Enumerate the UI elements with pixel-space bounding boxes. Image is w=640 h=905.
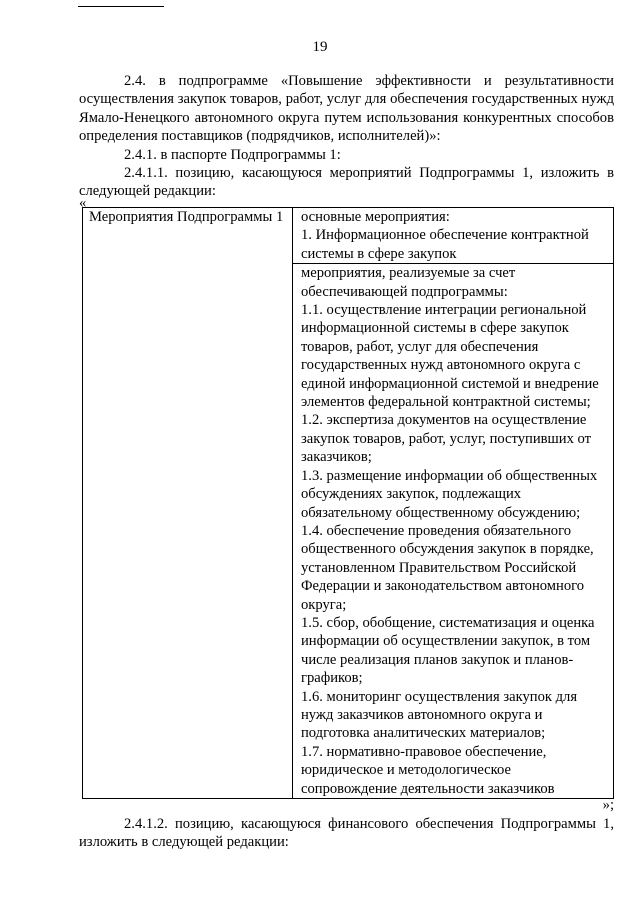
paragraph-2-4-1-2: 2.4.1.2. позицию, касающуюся финансового обеспечения Подпрограммы 1, изложить в следующей редакции: — [79, 816, 614, 851]
supporting-activities-cell: мероприятия, реализуемые за счет обеспечивающей подпрограммы: 1.1. осуществление интеграции региональной информационной системы в сфере закупок товаров, работ, услуг для обеспечения государственных нужд автономного округа с единой информационной системой и внедрение элементов федеральной контрактной системы; 1.2. экспертиза документов на осуществление закупок товаров, работ, услуг, поступивших от заказчиков; 1.3. размещение информации об общественных обсуждениях закупок, подлежащих обязательному общественному обсуждению; 1.4. обеспечение проведения обязательного общественного обсуждения закупок в порядке, установленном Правительством Российской Федерации и законодательством автономного округа; 1.5. сбор, обобщение, систематизация и оценка информации об осуществлении закупок, в том числе реализация планов закупок и планов-графиков; 1.6. мониторинг осуществления закупок для нужд заказчиков автономного округа и подготовка аналитических материалов; 1.7. нормативно-правовое обеспечение, юридическое и методологическое сопровождение деятельности заказчиков — [293, 264, 614, 799]
paragraph-2-4: 2.4. в подпрограмме «Повышение эффективности и результативности осуществления закупок товаров, работ, услуг для обеспечения государственных нужд Ямало-Ненецкого автономного округа путем использования конкурентных способов определения поставщиков (подрядчиков, исполнителей)»: — [79, 73, 614, 145]
page-number: 19 — [312, 39, 328, 55]
outro-text — [79, 815, 614, 852]
table-row — [83, 208, 614, 264]
closing-quote: »; — [602, 797, 614, 813]
paragraph-2-4-1-1: 2.4.1.1. позицию, касающуюся мероприятий Подпрограммы 1, изложить в следующей редакции: — [79, 165, 614, 200]
opening-quote: « — [79, 195, 87, 211]
main-activities-cell: основные мероприятия: 1. Информационное обеспечение контрактной системы в сфере закупок — [293, 208, 614, 264]
paragraph-2-4-1: 2.4.1. в паспорте Подпрограммы 1: — [124, 146, 341, 163]
activities-table — [82, 207, 614, 799]
intro-text — [79, 72, 614, 201]
header-rule — [78, 6, 164, 7]
label-cell: Мероприятия Подпрограммы 1 — [83, 208, 293, 799]
